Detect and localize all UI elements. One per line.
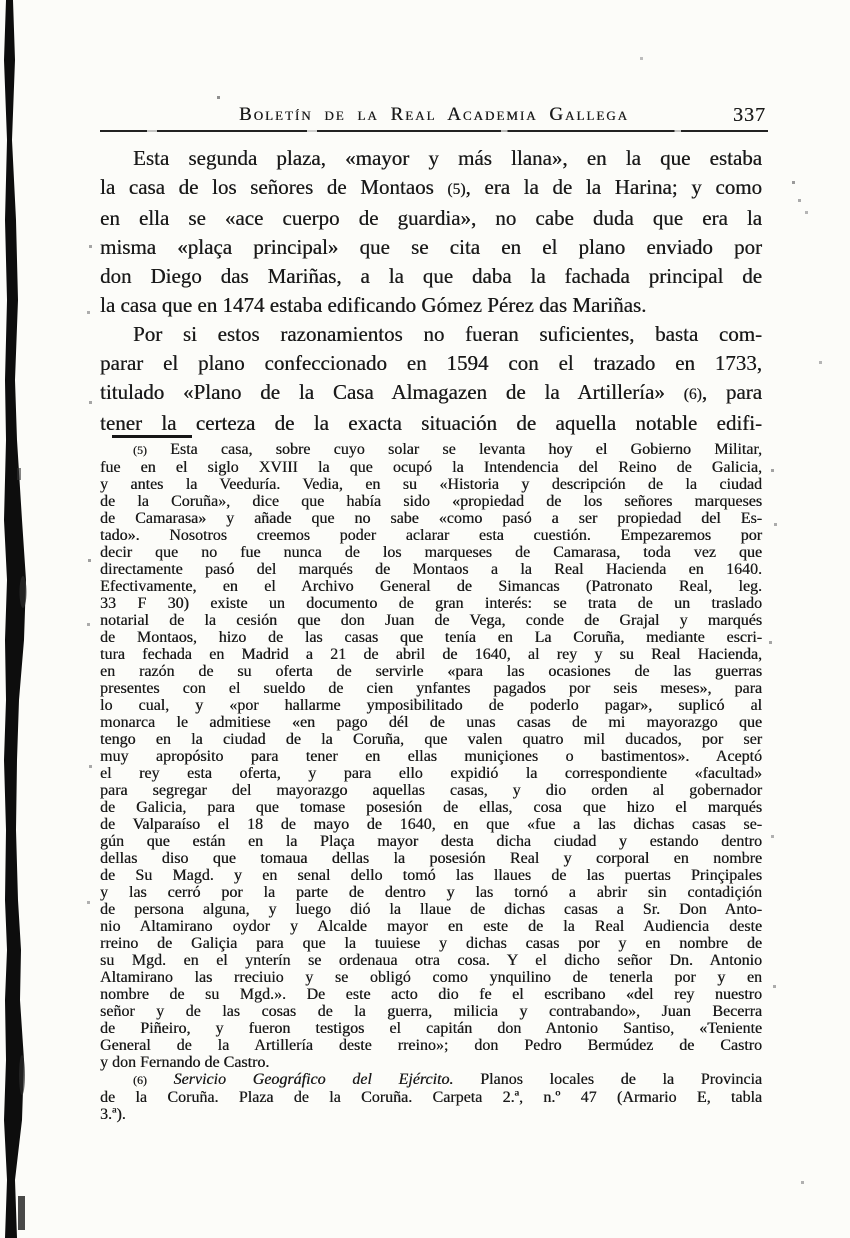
text-line: rreino de Galiçia para que la tuuiese y dichas casas por y en nombre de xyxy=(100,935,762,952)
text-line: dellas diso que tomaua dellas la posesión Real y corporal en nombre xyxy=(100,850,762,867)
text-line: Efectivamente, en el Archivo General de Simancas (Patronato Real, leg. xyxy=(100,578,762,595)
footnote-6-first-line-rest: Planos locales de la Provincia xyxy=(480,1071,763,1088)
text-line: para segregar del mayorazgo aquellas casas, y dio orden al gobernador xyxy=(100,782,762,799)
text-line: su Mgd. en el ynterín se ordenaua otra cosa. Y el dicho señor Dn. Antonio xyxy=(100,952,762,969)
text-line: gún que están en la Plaça mayor desta dicha ciudad y estando dentro xyxy=(100,833,762,850)
text-line: 33 F 30) existe un documento de gran interés: se trata de un traslado xyxy=(100,595,762,612)
text-line: parar el plano confeccionado en 1594 con el trazado en 1733, xyxy=(100,351,762,375)
footnote-6-source-title: Servicio Geográfico del Ejército. xyxy=(173,1071,454,1088)
text-line: tengo en la ciudad de la Coruña, que valen quatro mil ducados, por ser xyxy=(100,731,762,748)
text-line: en razón de su oferta de servirle «para las ocasiones de las guerras xyxy=(100,663,762,680)
text-line: y las cerró por la parte de dentro y las tornó a abrir sin contadiçión xyxy=(100,884,762,901)
text-line: tura fechada en Madrid a 21 de abril de 1640, al rey y su Real Hacienda, xyxy=(100,646,762,663)
text-line: fue en el siglo XVIII la que ocupó la Intendencia del Reino de Galicia, xyxy=(100,459,762,476)
journal-title: Boletín de la Real Academia Gallega xyxy=(239,104,629,125)
text-line: el rey esta oferta, y para ello expidió la correspondiente «facultad» xyxy=(100,765,762,782)
running-header xyxy=(100,104,768,130)
header-rule xyxy=(100,130,768,132)
text-line: (5) Esta casa, sobre cuyo solar se levanta hoy el Gobierno Militar, xyxy=(133,441,762,458)
text-line: tener la certeza de la exacta situación de aquella notable edifi- xyxy=(100,411,762,435)
footnote-separator-rule xyxy=(112,435,192,438)
scan-noise-specks xyxy=(0,0,1,1)
text-line: nio Altamirano oydor y Alcalde mayor en este de la Real Audiencia deste xyxy=(100,918,762,935)
text-line: General de la Artillería deste rreino»; don Pedro Bermúdez de Castro xyxy=(100,1037,762,1054)
footnote-6-first-line xyxy=(100,1071,762,1089)
text-line: muy apropósito para tener en ellas muniçiones o bastimentos». Aceptó xyxy=(100,748,762,765)
text-line: directamente pasó del marqués de Montaos a la Real Hacienda en 1640. xyxy=(100,561,762,578)
text-line: la casa de los señores de Montaos (5), era la de la Harina; y como xyxy=(100,175,763,199)
text-line: la casa que en 1474 estaba edificando Gómez Pérez das Mariñas. xyxy=(100,293,647,317)
paragraph-2 xyxy=(100,320,762,438)
text-line: 3.ª). xyxy=(100,1106,126,1123)
text-line: en ella se «ace cuerpo de guardia», no cabe duda que era la xyxy=(100,206,762,230)
text-line: notarial de la cesión que don Juan de Vega, conde de Grajal y marqués xyxy=(100,612,762,629)
footnote-6-rest xyxy=(100,1089,762,1123)
text-line: de Su Magd. y en senal dello tomó las llaues de las puertas Prinçipales xyxy=(100,867,762,884)
body-text xyxy=(100,144,762,438)
text-line: de Piñeiro, y fueron testigos el capitán don Antonio Santiso, «Teniente xyxy=(100,1020,762,1037)
text-line: de Montaos, hizo de las casas que tenía en La Coruña, mediante escri- xyxy=(100,629,762,646)
text-line: Esta segunda plaza, «mayor y más llana», en la que estaba xyxy=(133,146,762,170)
text-line: lo cual, y «por hallarme ymposibilitado de poderlo pagar», suplicó al xyxy=(100,697,762,714)
text-line: nombre de su Mgd.». De este acto dio fe el escribano «del rey nuestro xyxy=(100,986,762,1003)
text-line: de Camarasa» y añade que no sabe «como pasó a ser propiedad del Es- xyxy=(100,510,762,527)
text-line: misma «plaça principal» que se cita en el plano enviado por xyxy=(100,235,762,259)
paragraph-1 xyxy=(100,144,762,320)
text-line: de Valparaíso el 18 de mayo de 1640, en que «fue a las dichas casas se- xyxy=(100,816,762,833)
text-line: y antes la Veeduría. Vedia, en su «Historia y descripción de la ciudad xyxy=(100,476,762,493)
text-line: decir que no fue nunca de los marqueses de Camarasa, toda vez que xyxy=(100,544,762,561)
text-line: titulado «Plano de la Casa Almagazen de la Artillería» (6), para xyxy=(100,380,762,404)
text-line: tado». Nosotros creemos poder aclarar esta cuestión. Empezaremos por xyxy=(100,527,762,544)
text-line: señor y de las cosas de la guerra, milicia y contrabando», Juan Becerra xyxy=(100,1003,762,1020)
book-binding-shadow xyxy=(0,0,32,1238)
footnotes-block xyxy=(100,441,762,1123)
footnote-5 xyxy=(100,441,762,1071)
text-line: y don Fernando de Castro. xyxy=(100,1054,270,1071)
text-line: presentes con el sueldo de cien ynfantes pagados por seis meses», para xyxy=(100,680,762,697)
footnote-6-marker: (6) xyxy=(133,1073,147,1087)
text-line: de Galicia, para que tomase posesión de ellas, cosa que hizo el marqués xyxy=(100,799,762,816)
footnote-6 xyxy=(100,1071,762,1123)
text-line: Altamirano las rreciuio y se obligó como ynquilino de tenerla por y en xyxy=(100,969,762,986)
text-line: Por si estos razonamientos no fueran suficientes, basta com- xyxy=(133,322,762,346)
page-number: 337 xyxy=(733,104,766,126)
text-line: de la Coruña. Plaza de la Coruña. Carpeta 2.ª, n.º 47 (Armario E, tabla xyxy=(100,1089,762,1106)
text-line: monarca le admitiese «en pago dél de unas casas de mi mayorazgo que xyxy=(100,714,762,731)
text-line: de persona alguna, y luego dió la llaue de dichas casas a Sr. Don Anto- xyxy=(100,901,762,918)
text-line: de la Coruña», dice que había sido «propiedad de los señores marqueses xyxy=(100,493,762,510)
text-line: don Diego das Mariñas, a la que daba la fachada principal de xyxy=(100,264,762,288)
